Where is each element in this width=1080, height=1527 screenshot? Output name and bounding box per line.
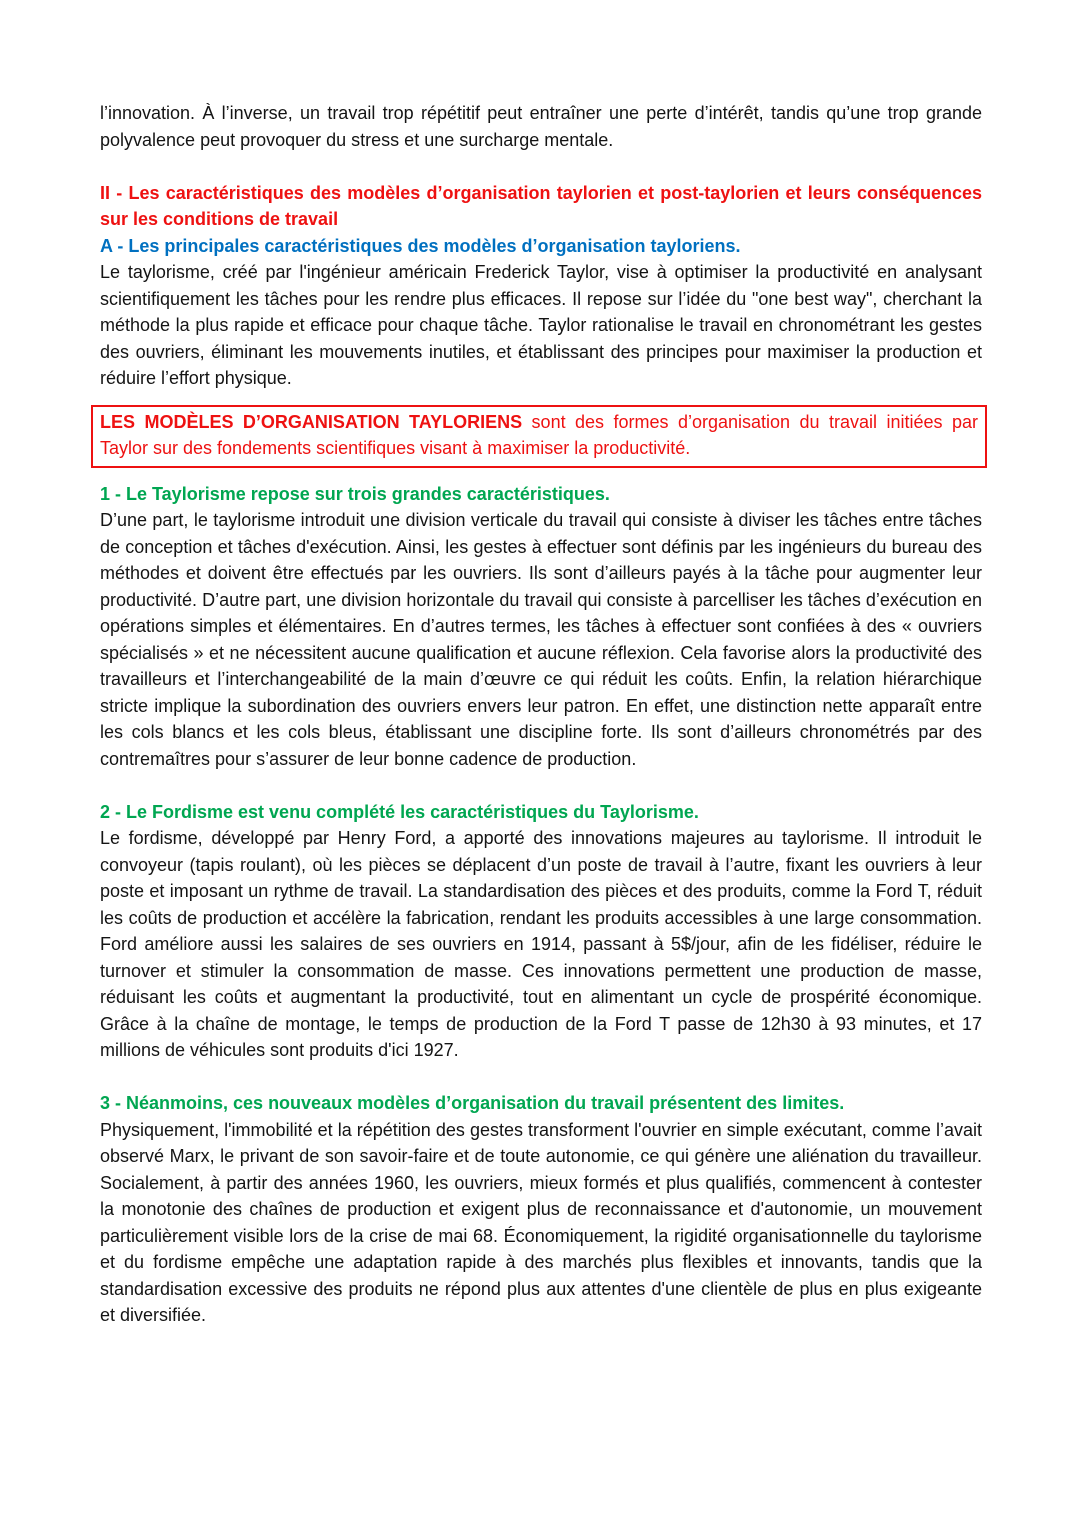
blank-line: [100, 153, 982, 180]
point-2-paragraph: Le fordisme, développé par Henry Ford, a apporté des innovations majeures au taylorisme. Il introduit le convoyeur (tapis roulant), où les pièces se déplacent d’un poste de travail à l’autre, fixant les ouvriers à leur poste et imposant un rythme de travail. La standardisation des pièces et des produits, comme la Ford T, réduit les coûts de production et accélère la fabrication, rendant les produits accessibles à une large consommation. Ford améliore aussi les salaires de ses ouvriers en 1914, passant à 5$/jour, afin de les fidéliser, réduire le turnover et stimuler la consommation de masse. Ces innovations permettent une production de masse, réduisant les coûts et augmentant la productivité, tout en alimentant un cycle de prospérité économique. Grâce à la chaîne de montage, le temps de production de la Ford T passe de 12h30 à 93 minutes, et 17 millions de véhicules sont produits d'ici 1927.: [100, 828, 982, 1060]
point-2-heading: 2 - Le Fordisme est venu complété les caractéristiques du Taylorisme.: [100, 801, 699, 822]
point-3-paragraph: Physiquement, l'immobilité et la répétition des gestes transforment l'ouvrier en simple exécutant, comme l’avait observé Marx, le privant de son savoir-faire et de toute autonomie, ce qui génère une aliénation du travailleur. Socialement, à partir des années 1960, les ouvriers, mieux formés et plus qualifiés, commencent à contester la monotonie des chaînes de production et exigent plus de reconnaissance et d'autonomie, un mouvement particulièrement visible lors de la crise de mai 68. Économiquement, la rigidité organisationnelle du taylorisme et du fordisme empêche une adaptation rapide à des marchés plus flexibles et innovants, tandis que la standardisation excessive des produits ne répond plus aux attentes d'une clientèle de plus en plus exigeante et diversifiée.: [100, 1119, 982, 1325]
definition-term: LES MODÈLES D’ORGANISATION TAYLORIENS: [100, 411, 523, 432]
point-3-heading: 3 - Néanmoins, ces nouveaux modèles d’organisation du travail présentent des limites.: [100, 1093, 845, 1113]
intro-paragraph: l’innovation. À l’inverse, un travail trop répétitif peut entraîner une perte d’intérêt, tandis qu’une trop grande polyvalence peut provoquer du stress et une surcharge mentale.: [100, 103, 982, 150]
section-ii-heading: II - Les caractéristiques des modèles d’organisation taylorien et post-taylorien et leurs conséquences sur les conditions de travail: [100, 182, 982, 229]
definition-text: sont des formes d’organisation du travail initiées par Taylor sur des fondements scientifiques visant à maximiser la productivité.: [100, 411, 978, 458]
blank-line: [100, 1064, 982, 1091]
point-1-heading: 1 - Le Taylorisme repose sur trois grandes caractéristiques.: [100, 483, 610, 504]
definition-box: [91, 405, 987, 468]
taylorism-intro-paragraph: Le taylorisme, créé par l'ingénieur américain Frederick Taylor, vise à optimiser la productivité en analysant scientifiquement les tâches pour les rendre plus efficaces. Il repose sur l’idée du "one best way", cherchant la méthode la plus rapide et efficace pour chaque tâche. Taylor rationalise le travail en chronométrant les gestes des ouvriers, éliminant les mouvements inutiles, et établissant des principes pour maximiser la production et réduire l’effort physique.: [100, 262, 982, 388]
spacer: [100, 468, 982, 481]
spacer: [100, 392, 982, 405]
point-1-paragraph: D’une part, le taylorisme introduit une division verticale du travail qui consiste à diviser les tâches entre tâches de conception et tâches d'exécution. Ainsi, les gestes à effectuer sont définis par les ingénieurs du bureau des méthodes et doivent être effectués par les ouvriers. Ils sont d’ailleurs payés à la tâche pour augmenter leur productivité. D’autre part, une division horizontale du travail qui consiste à parcelliser les tâches d’exécution en opérations simples et élémentaires. En d’autres termes, les tâches à effectuer sont confiées à des « ouvriers spécialisés » et ne nécessitent aucune qualification et aucune réflexion. Cela favorise alors la productivité des travailleurs et l’interchangeabilité de la main d’œuvre ce qui réduit les coûts. Enfin, la relation hiérarchique stricte implique la subordination des ouvriers envers leur patron. En effet, une distinction nette apparaît entre les cols blancs et les cols bleus, établissant une discipline forte. Ils sont d’ailleurs chronométrés par des contremaîtres pour s’assurer de leur bonne cadence de production.: [100, 510, 982, 769]
blank-line: [100, 772, 982, 799]
sub-a-heading: A - Les principales caractéristiques des modèles d’organisation tayloriens.: [100, 235, 741, 256]
